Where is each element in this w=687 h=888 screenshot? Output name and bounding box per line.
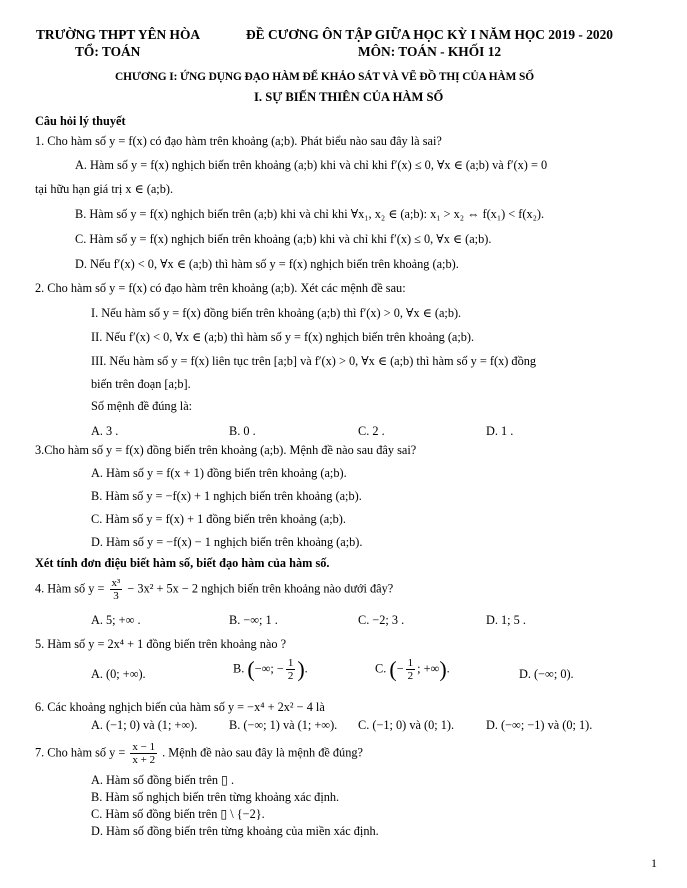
q2-option-a: A. 3 . <box>91 424 119 438</box>
chapter-title: CHƯƠNG I: ỨNG DỤNG ĐẠO HÀM ĐỂ KHẢO SÁT VÀ VẼ ĐỒ THỊ CỦA HÀM SỐ <box>115 71 534 83</box>
page-number: 1 <box>651 856 657 870</box>
q4-option-c: C. −2; 3 . <box>358 613 405 627</box>
q3-option-c: C. Hàm số y = f(x) + 1 đồng biến trên khoảng (a;b). <box>91 512 346 526</box>
q5-option-b-period: . <box>304 661 308 676</box>
q5-option-c-label: C. <box>375 661 390 676</box>
q2-statement-i: I. Nếu hàm số y = f(x) đồng biến trên khoảng (a;b) thì f′(x) > 0, ∀x ∈ (a;b). <box>91 306 462 320</box>
q2-option-c: C. 2 . <box>358 424 385 438</box>
q3-option-b: B. Hàm số y = −f(x) + 1 nghịch biến trên khoảng (a;b). <box>91 489 362 503</box>
q4-tail: − 3x² + 5x − 2 nghịch biến trên khoảng nào dưới đây? <box>127 581 394 596</box>
q3-stem: 3.Cho hàm số y = f(x) đồng biến trên khoảng (a;b). Mệnh đề nào sau đây sai? <box>35 443 417 457</box>
q6-stem: 6. Các khoảng nghịch biến của hàm số y = −x⁴ + 2x² − 4 là <box>35 700 325 714</box>
q7-option-d: D. Hàm số đồng biến trên từng khoảng của miền xác định. <box>91 824 379 838</box>
section-title: I. SỰ BIẾN THIÊN CỦA HÀM SỐ <box>254 90 444 104</box>
q5-option-d: D. (−∞; 0). <box>519 667 574 681</box>
q5-option-b-numerator: 1 <box>287 657 294 669</box>
q7-fraction-denominator: x + 2 <box>132 754 156 767</box>
q5-option-c <box>375 657 450 682</box>
q1-option-d: D. Nếu f′(x) < 0, ∀x ∈ (a;b) thì hàm số y = f(x) nghịch biến trên khoảng (a;b). <box>75 257 459 271</box>
q4-option-d: D. 1; 5 . <box>486 613 526 627</box>
q5-option-c-period: . <box>446 661 450 676</box>
q7-option-a: A. Hàm số đồng biến trên ▯ . <box>91 773 235 787</box>
subject-name: MÔN: TOÁN - KHỐI 12 <box>358 44 502 59</box>
q2-option-b: B. 0 . <box>229 424 256 438</box>
q7-option-c: C. Hàm số đồng biến trên ▯ \ {−2}. <box>91 807 265 821</box>
q5-option-b <box>233 657 308 682</box>
q4-lead: 4. Hàm số y = <box>35 581 105 596</box>
q1-option-b: B. Hàm số y = f(x) nghịch biến trên (a;b) khi và chỉ khi ∀x₁, x₂ ∈ (a;b): x₁ > x₂ ⇔ f(x₁) < f(x₂). <box>75 207 545 221</box>
q1-option-a-cont: tại hữu hạn giá trị x ∈ (a;b). <box>35 182 174 196</box>
q7-fraction-numerator: x − 1 <box>132 741 156 753</box>
q7-tail: . Mệnh đề nào sau đây là mệnh đề đúng? <box>162 745 363 760</box>
q5-option-b-inner: −∞; − <box>254 661 284 676</box>
q4-option-a: A. 5; +∞ . <box>91 613 141 627</box>
q4-option-b: B. −∞; 1 . <box>229 613 278 627</box>
q7-fraction <box>130 741 157 766</box>
q2-statement-iii: III. Nếu hàm số y = f(x) liên tục trên [a;b] và f′(x) > 0, ∀x ∈ (a;b) thì hàm số y = f(x) đồng <box>91 354 537 368</box>
q7-stem <box>35 741 363 766</box>
q7-option-b: B. Hàm số nghịch biến trên từng khoảng xác định. <box>91 790 340 804</box>
q1-option-c: C. Hàm số y = f(x) nghịch biến trên khoảng (a;b) khi và chỉ khi f′(x) ≤ 0, ∀x ∈ (a;b). <box>75 232 492 246</box>
q5-option-c-inner-tail: ; +∞ <box>417 661 440 676</box>
q5-option-c-inner-lead: − <box>396 661 404 676</box>
q1-option-a: A. Hàm số y = f(x) nghịch biến trên khoảng (a;b) khi và chỉ khi f′(x) ≤ 0, ∀x ∈ (a;b) và f′(x) = 0 <box>75 158 548 172</box>
q5-option-b-close-paren: ) <box>297 656 305 682</box>
q7-lead: 7. Cho hàm số y = <box>35 745 126 760</box>
q5-option-c-close-paren: ) <box>439 656 447 682</box>
q4-fraction-denominator: 3 <box>113 590 119 603</box>
q6-option-a: A. (−1; 0) và (1; +∞). <box>91 718 198 732</box>
q5-option-b-fraction <box>286 657 296 682</box>
q6-option-d: D. (−∞; −1) và (0; 1). <box>486 718 593 732</box>
q5-stem: 5. Hàm số y = 2x⁴ + 1 đồng biến trên khoảng nào ? <box>35 637 287 651</box>
department-name: TỔ: TOÁN <box>75 44 141 59</box>
q5-option-a: A. (0; +∞). <box>91 667 146 681</box>
q6-option-b: B. (−∞; 1) và (1; +∞). <box>229 718 338 732</box>
q4-stem <box>35 577 393 602</box>
monotonic-heading: Xét tính đơn điệu biết hàm số, biết đạo hàm của hàm số. <box>35 556 330 570</box>
q6-option-c: C. (−1; 0) và (0; 1). <box>358 718 455 732</box>
q5-option-c-denominator: 2 <box>407 670 414 683</box>
q5-option-b-open-paren: ( <box>247 656 255 682</box>
theory-heading: Câu hỏi lý thuyết <box>35 114 126 128</box>
q2-count-prompt: Số mệnh đề đúng là: <box>91 399 193 413</box>
document-title: ĐỀ CƯƠNG ÔN TẬP GIỮA HỌC KỲ I NĂM HỌC 2019 - 2020 <box>246 27 614 42</box>
q2-stem: 2. Cho hàm số y = f(x) có đạo hàm trên khoảng (a;b). Xét các mệnh đề sau: <box>35 281 406 295</box>
q2-statement-iii-cont: biến trên đoạn [a;b]. <box>91 377 191 391</box>
q5-option-b-label: B. <box>233 661 248 676</box>
school-name: TRƯỜNG THPT YÊN HÒA <box>36 27 201 42</box>
q3-option-a: A. Hàm số y = f(x + 1) đồng biến trên khoảng (a;b). <box>91 466 347 480</box>
q2-statement-ii: II. Nếu f′(x) < 0, ∀x ∈ (a;b) thì hàm số y = f(x) nghịch biến trên khoảng (a;b). <box>91 330 475 344</box>
q2-option-d: D. 1 . <box>486 424 514 438</box>
q5-option-b-denominator: 2 <box>287 670 294 683</box>
q4-fraction <box>110 577 123 602</box>
q3-option-d: D. Hàm số y = −f(x) − 1 nghịch biến trên khoảng (a;b). <box>91 535 363 549</box>
q5-option-c-open-paren: ( <box>389 656 397 682</box>
q5-option-c-numerator: 1 <box>407 657 414 669</box>
q4-fraction-numerator: x³ <box>111 577 121 589</box>
q5-option-c-fraction <box>406 657 416 682</box>
q1-stem: 1. Cho hàm số y = f(x) có đạo hàm trên khoảng (a;b). Phát biểu nào sau đây là sai? <box>35 134 442 148</box>
